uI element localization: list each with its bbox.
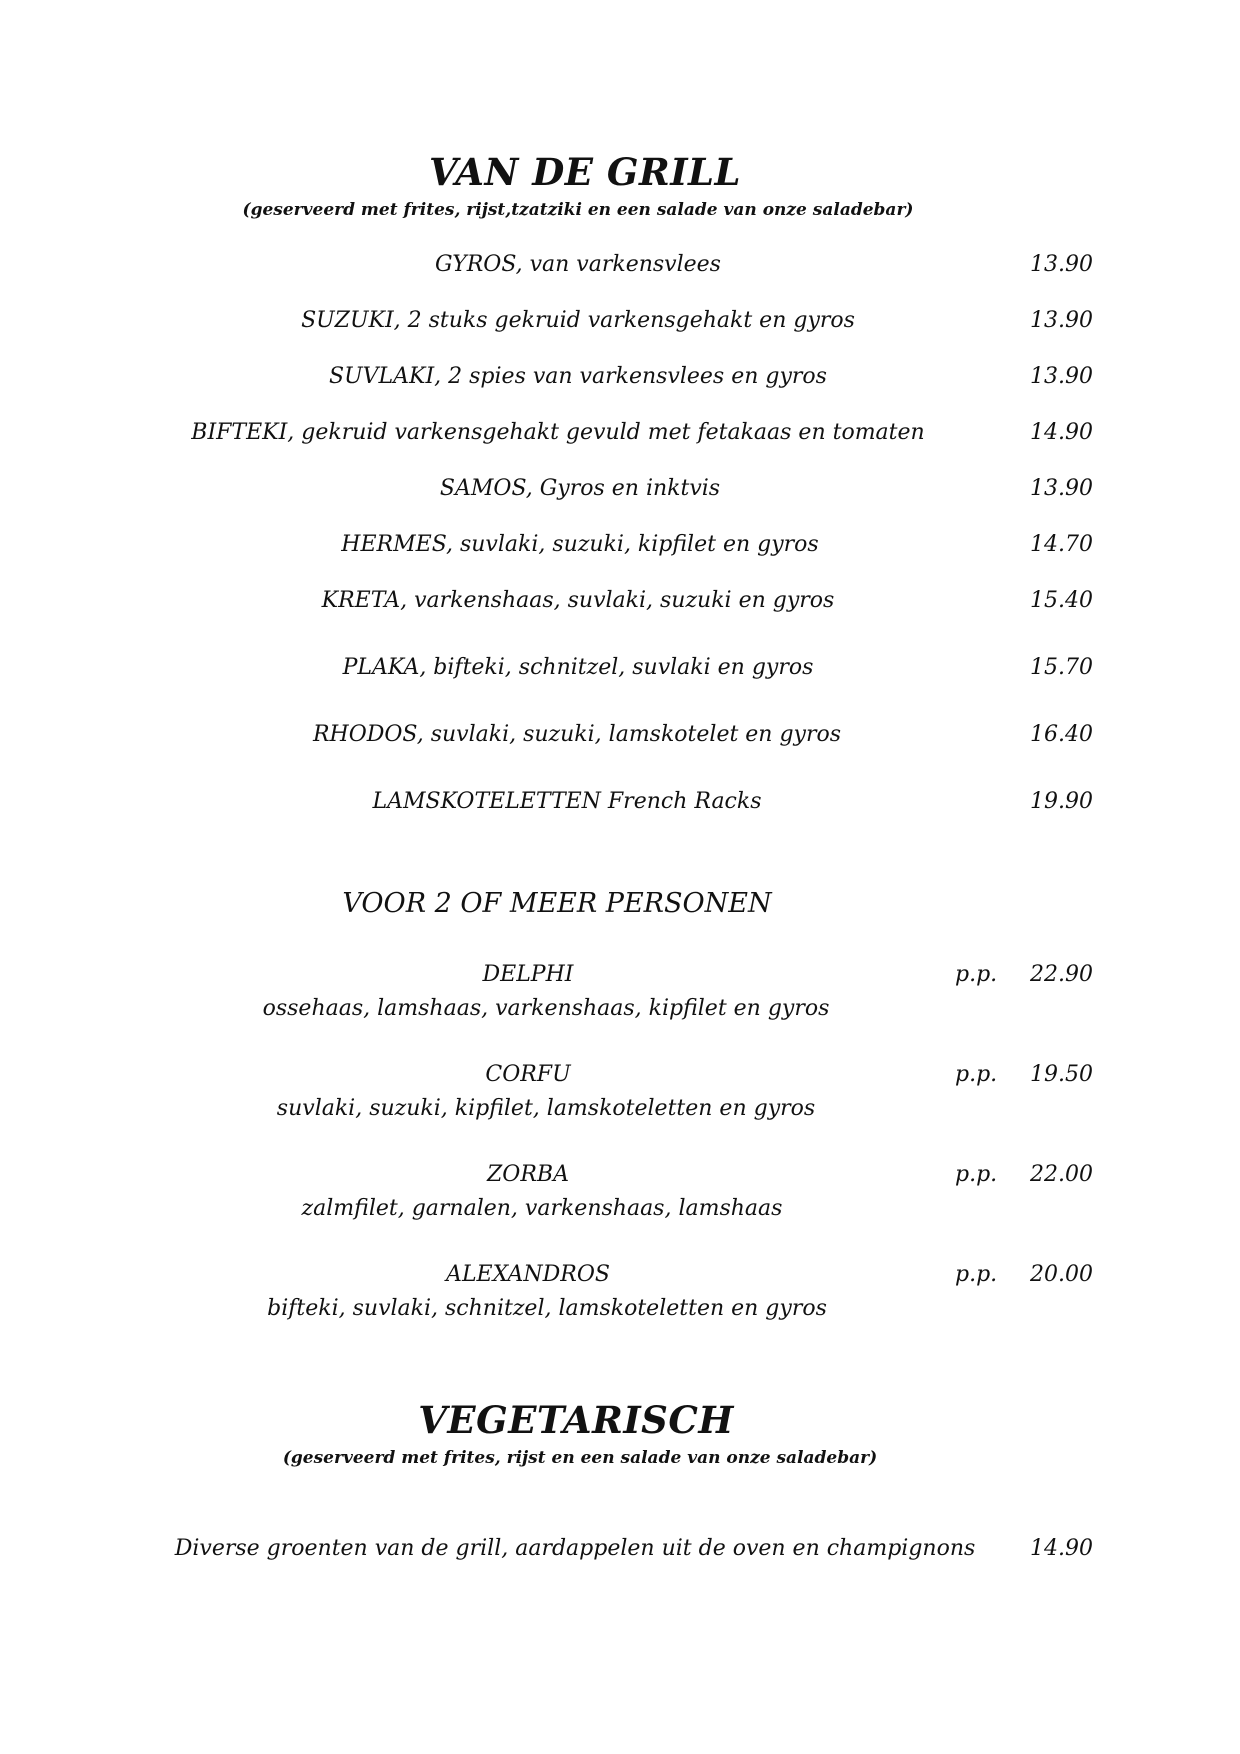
- menu-item-name: BIFTEKI, gekruid varkensgehakt gevuld met fetakaas en tomaten: [191, 420, 925, 445]
- menu-item-desc: zalmfilet, garnalen, varkenshaas, lamshaas: [301, 1196, 783, 1221]
- per-person-label: p.p.: [955, 962, 998, 987]
- menu-item-price: 15.40: [1030, 588, 1093, 613]
- menu-item-price: 22.00: [1030, 1162, 1093, 1187]
- menu-item-name: SAMOS, Gyros en inktvis: [439, 476, 721, 501]
- menu-item-desc: bifteki, suvlaki, schnitzel, lamskoteletten en gyros: [267, 1296, 827, 1321]
- menu-item-name: LAMSKOTELETTEN French Racks: [372, 789, 762, 814]
- menu-item-name: RHODOS, suvlaki, suzuki, lamskotelet en gyros: [312, 722, 842, 747]
- menu-item-name: DELPHI: [482, 962, 574, 987]
- per-person-label: p.p.: [955, 1262, 998, 1287]
- group-title: VOOR 2 OF MEER PERSONEN: [342, 888, 772, 919]
- menu-item-name: SUVLAKI, 2 spies van varkensvlees en gyros: [329, 364, 827, 389]
- menu-item-price: 14.70: [1030, 532, 1093, 557]
- menu-item-price: 16.40: [1030, 722, 1093, 747]
- menu-item-price: 14.90: [1030, 1536, 1093, 1561]
- per-person-label: p.p.: [955, 1162, 998, 1187]
- menu-item-name: ZORBA: [487, 1162, 569, 1187]
- menu-item-name: CORFU: [485, 1062, 571, 1087]
- menu-item-price: 13.90: [1030, 308, 1093, 333]
- menu-item-name: Diverse groenten van de grill, aardappelen uit de oven en champignons: [174, 1536, 976, 1561]
- per-person-label: p.p.: [955, 1062, 998, 1087]
- grill-subtitle: (geserveerd met frites, rijst,tzatziki en een salade van onze saladebar): [242, 200, 914, 220]
- grill-title: VAN DE GRILL: [428, 150, 742, 194]
- menu-item-price: 19.90: [1030, 789, 1093, 814]
- menu-item-price: 14.90: [1030, 420, 1093, 445]
- menu-item-price: 13.90: [1030, 364, 1093, 389]
- menu-item-price: 13.90: [1030, 476, 1093, 501]
- menu-item-price: 22.90: [1030, 962, 1093, 987]
- menu-item-price: 13.90: [1030, 252, 1093, 277]
- menu-item-desc: ossehaas, lamshaas, varkenshaas, kipfilet en gyros: [262, 996, 830, 1021]
- menu-item-price: 15.70: [1030, 655, 1093, 680]
- menu-item-name: SUZUKI, 2 stuks gekruid varkensgehakt en gyros: [301, 308, 855, 333]
- menu-item-name: HERMES, suvlaki, suzuki, kipfilet en gyros: [341, 532, 819, 557]
- menu-item-price: 20.00: [1030, 1262, 1093, 1287]
- menu-item-name: GYROS, van varkensvlees: [435, 252, 721, 277]
- menu-item-price: 19.50: [1030, 1062, 1093, 1087]
- veg-subtitle: (geserveerd met frites, rijst en een salade van onze saladebar): [282, 1448, 878, 1468]
- menu-item-name: KRETA, varkenshaas, suvlaki, suzuki en gyros: [321, 588, 835, 613]
- veg-title: VEGETARISCH: [418, 1398, 734, 1442]
- menu-item-name: PLAKA, bifteki, schnitzel, suvlaki en gyros: [342, 655, 814, 680]
- menu-item-name: ALEXANDROS: [446, 1262, 610, 1287]
- menu-item-desc: suvlaki, suzuki, kipfilet, lamskoteletten en gyros: [276, 1096, 816, 1121]
